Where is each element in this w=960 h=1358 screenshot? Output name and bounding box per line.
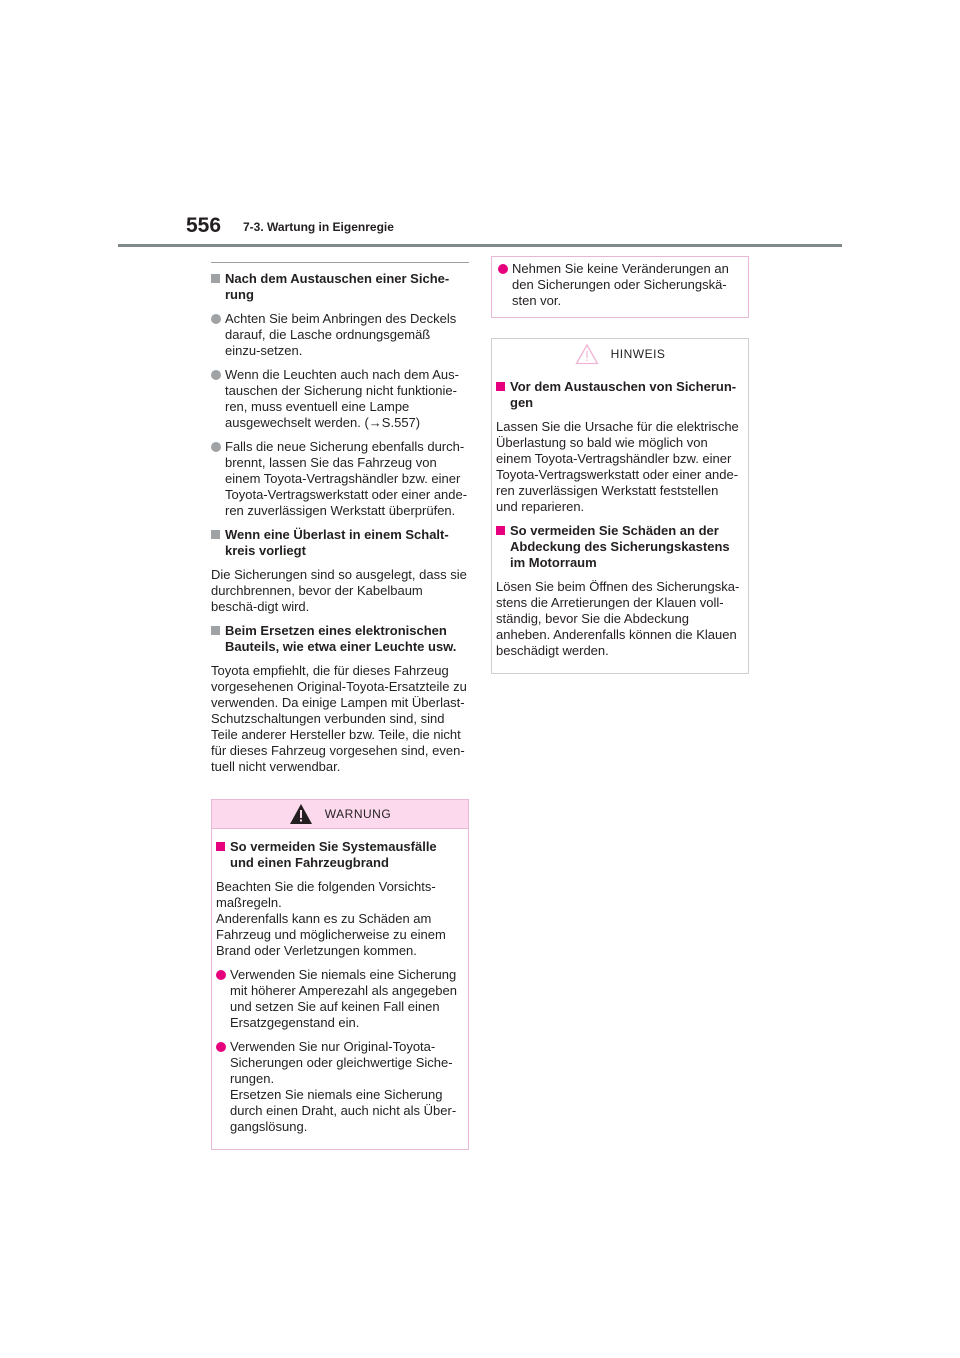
square-marker-icon — [496, 526, 505, 535]
header-rule — [118, 244, 842, 247]
bullet-item — [211, 439, 469, 519]
warning-heading — [216, 839, 462, 871]
note-box — [491, 338, 749, 674]
section-heading-text: Nach dem Austauschen einer Siche-rung — [225, 271, 450, 302]
chapter-title: 7-3. Wartung in Eigenregie — [243, 220, 394, 234]
square-marker-icon — [211, 274, 220, 283]
bullet-icon — [211, 314, 221, 324]
bullet-icon — [211, 442, 221, 452]
warning-bullet — [498, 261, 742, 309]
bullet-text: Nehmen Sie keine Veränderungen an den Sicherungen oder Sicherungskä-sten vor. — [512, 261, 729, 308]
warning-title: WARNUNG — [324, 807, 392, 821]
square-marker-icon — [216, 842, 225, 851]
page-number: 556 — [186, 214, 222, 237]
warning-bullet — [216, 967, 462, 1031]
bullet-text: Verwenden Sie niemals eine Sicherung mit höherer Amperezahl als angegeben und setzen Sie auf keinen Fall einen Ersatzgegenstand ein. — [230, 967, 457, 1030]
section-heading-text: Beim Ersetzen eines elektronischen Bauteils, wie etwa einer Leuchte usw. — [225, 623, 457, 654]
bullet-item — [211, 311, 469, 359]
section-heading — [211, 623, 469, 655]
note-heading — [496, 523, 742, 571]
bullet-text-line: Verwenden Sie nur Original-Toyota-Sicherungen oder gleichwertige Siche-rungen. — [230, 1039, 453, 1086]
warning-paragraph — [216, 879, 462, 959]
section-heading — [211, 527, 469, 559]
warning-heading-text: So vermeiden Sie Systemausfälle und einen Fahrzeugbrand — [230, 839, 437, 870]
bullet-text: Falls die neue Sicherung ebenfalls durch-brennt, lassen Sie das Fahrzeug von einem Toyota-Vertragshändler bzw. einer Toyota-Vertragswerkstatt oder einer ande-ren zuverlässigen Werkstatt überprüfen. — [225, 439, 468, 518]
note-heading — [496, 379, 742, 411]
bullet-icon — [216, 1042, 226, 1052]
note-paragraph: Lassen Sie die Ursache für die elektrische Überlastung so bald wie möglich von einem Toyota-Vertragshändler bzw. einer Toyota-Vertragswerkstatt oder einer ande-ren zuverlässigen Werkstatt feststellen und reparieren. — [496, 419, 739, 514]
note-title: HINWEIS — [610, 347, 666, 361]
warning-triangle-icon — [289, 803, 313, 825]
warning-body — [212, 829, 468, 1149]
section-heading-text: Wenn eine Überlast in einem Schalt-kreis vorliegt — [225, 527, 449, 558]
note-paragraph: Lösen Sie beim Öffnen des Sicherungska-stens die Arretierungen der Klauen voll-ständig, bevor Sie die Abdeckung anheben. Anderenfalls können die Klauen beschädigt werden. — [496, 579, 740, 658]
square-marker-icon — [211, 530, 220, 539]
bullet-icon — [216, 970, 226, 980]
bullet-icon — [211, 370, 221, 380]
note-heading-text: So vermeiden Sie Schäden an der Abdeckung des Sicherungskastens im Motorraum — [510, 523, 730, 570]
warning-box — [211, 799, 469, 1150]
note-body — [492, 369, 748, 673]
warning-header — [212, 800, 468, 829]
left-column — [211, 262, 469, 1150]
warning-continuation-box — [491, 256, 749, 318]
warning-bullet — [216, 1039, 462, 1135]
note-header — [492, 339, 748, 369]
section-paragraph: Toyota empfiehlt, die für dieses Fahrzeug vorgesehenen Original-Toyota-Ersatzteile zu verwenden. Da einige Lampen mit Überlast-Schutzschaltungen verbunden sind, sind Teile anderer Hersteller bzw. Teile, die nicht für dieses Fahrzeug vorgesehen sind, even-tuell nicht verwendbar. — [211, 663, 467, 774]
section-paragraph: Die Sicherungen sind so ausgelegt, dass sie durchbrennen, bevor der Kabelbaum beschä-digt wird. — [211, 567, 467, 614]
bullet-text: Achten Sie beim Anbringen des Deckels darauf, die Lasche ordnungsgemäß einzu-setzen. — [225, 311, 457, 358]
caution-triangle-icon — [575, 343, 599, 365]
right-column — [491, 256, 749, 674]
bullet-text — [230, 1039, 462, 1135]
bullet-text: Wenn die Leuchten auch nach dem Aus-tauschen der Sicherung nicht funktionie-ren, muss eventuell eine Lampe ausgewechselt werden. (→S.557) — [225, 367, 459, 430]
note-heading-text: Vor dem Austauschen von Sicherun-gen — [510, 379, 737, 410]
bullet-item — [211, 367, 469, 431]
bullet-icon — [498, 264, 508, 274]
square-marker-icon — [496, 382, 505, 391]
section-heading — [211, 271, 469, 303]
warning-text-line: Beachten Sie die folgenden Vorsichts-maßregeln. — [216, 879, 436, 910]
section-rule — [211, 262, 469, 263]
warning-text-line: Anderenfalls kann es zu Schäden am Fahrzeug und möglicherweise zu einem Brand oder Verletzungen kommen. — [216, 911, 446, 958]
square-marker-icon — [211, 626, 220, 635]
bullet-text-line: Ersetzen Sie niemals eine Sicherung durch einen Draht, auch nicht als Über-gangslösung. — [230, 1087, 457, 1134]
